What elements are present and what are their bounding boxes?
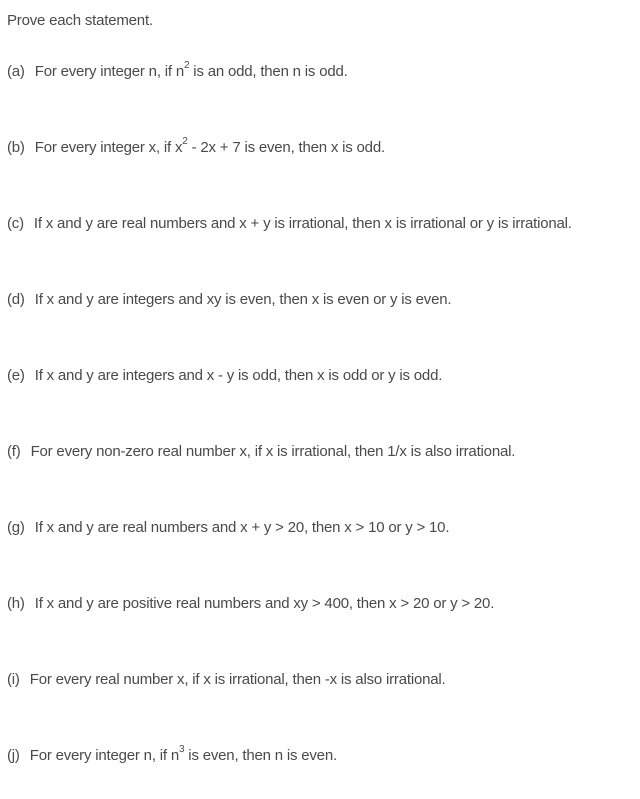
statement-i (7, 671, 446, 688)
statement-f (7, 443, 515, 460)
statement-text-pre: For every integer n, if n (34, 63, 184, 80)
statement-text: If x and y are integers and xy is even, then x is even or y is even. (34, 291, 452, 308)
statement-text-pre: For every integer x, if x (34, 139, 183, 156)
statement-text-post: is even, then n is even. (184, 747, 337, 764)
intro-text: Prove each statement. (7, 12, 153, 29)
statement-label: (j) (7, 747, 20, 764)
statement-h (7, 595, 494, 612)
statement-label: (e) (7, 367, 25, 384)
statement-label: (i) (7, 671, 20, 688)
statement-text: For every non-zero real number x, if x is irrational, then 1/x is also irrational. (30, 443, 516, 460)
statement-label: (h) (7, 595, 25, 612)
statement-text: If x and y are integers and x - y is odd, then x is odd or y is odd. (34, 367, 443, 384)
statement-exponent: 2 (182, 136, 188, 147)
statement-label: (a) (7, 63, 25, 80)
statement-g (7, 519, 449, 536)
statement-label: (c) (7, 215, 24, 232)
statement-exponent: 3 (178, 744, 185, 755)
statement-b (7, 136, 385, 156)
statement-e (7, 367, 442, 384)
statement-text-post: is an odd, then n is odd. (189, 63, 348, 80)
statement-label: (f) (7, 443, 21, 460)
statement-label: (g) (7, 519, 25, 536)
statement-d (7, 291, 451, 308)
statement-text: If x and y are real numbers and x + y is irrational, then x is irrational or y is irrational. (33, 215, 572, 232)
statement-text-post: - 2x + 7 is even, then x is odd. (187, 139, 385, 156)
statement-a (7, 60, 348, 80)
statement-c (7, 215, 572, 232)
statement-label: (b) (7, 139, 25, 156)
statement-text: If x and y are real numbers and x + y > 20, then x > 10 or y > 10. (34, 519, 450, 536)
statement-text-pre: For every integer n, if n (29, 747, 179, 764)
statement-j (7, 744, 337, 764)
statement-text: For every real number x, if x is irrational, then -x is also irrational. (29, 671, 446, 688)
statement-label: (d) (7, 291, 25, 308)
statement-exponent: 2 (183, 60, 190, 71)
statement-text: If x and y are positive real numbers and xy > 400, then x > 20 or y > 20. (34, 595, 495, 612)
